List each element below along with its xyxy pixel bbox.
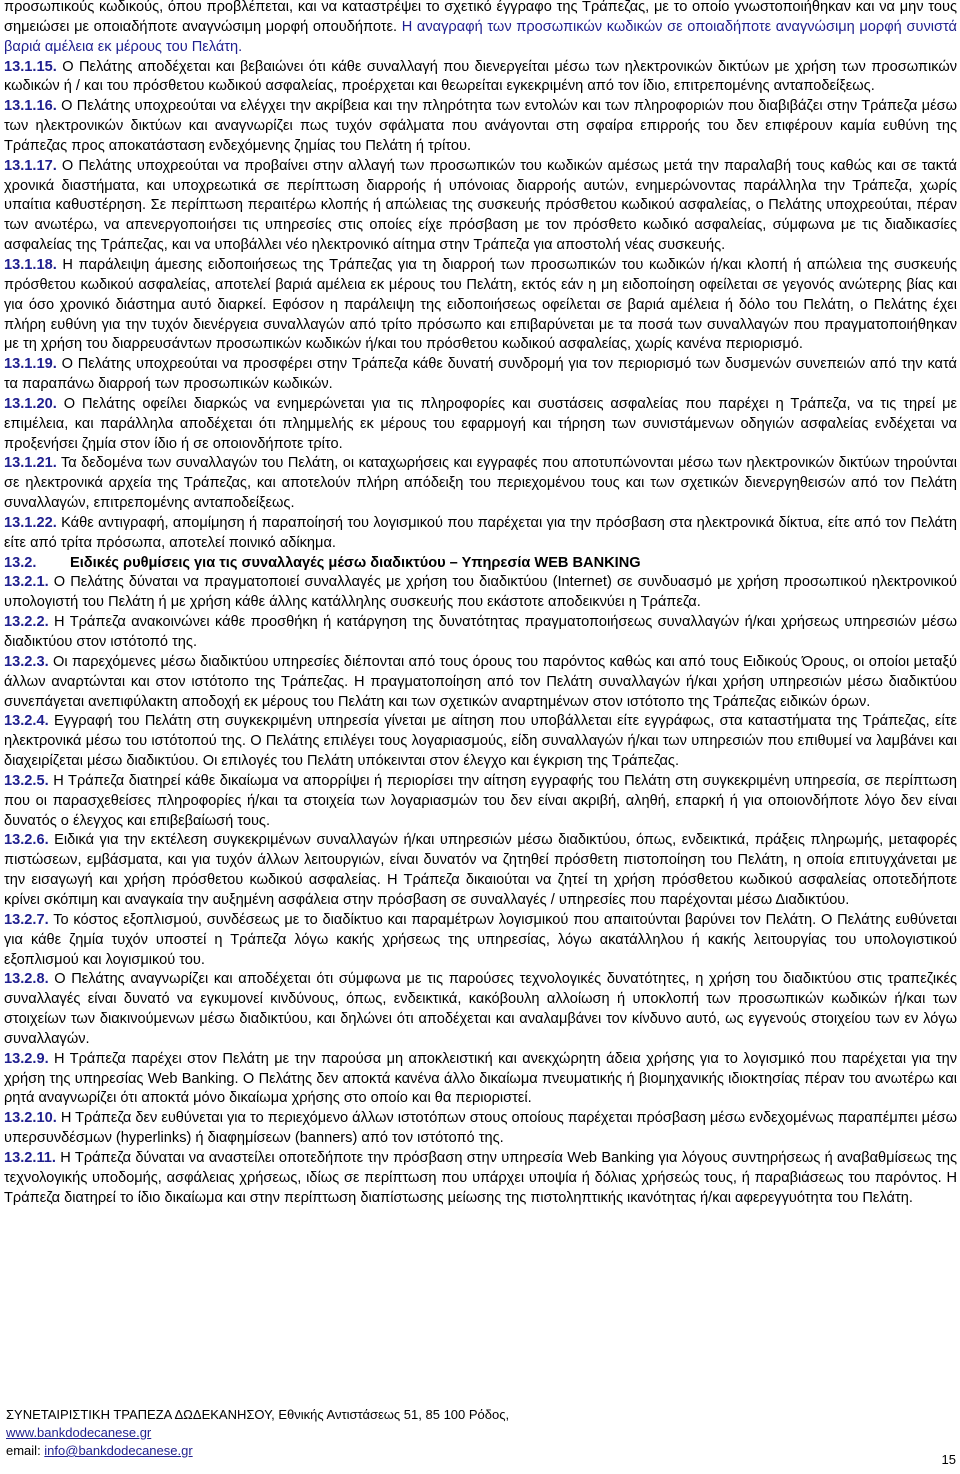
clause-number: 13.2.5. (4, 772, 49, 789)
clause-number: 13.2.9. (4, 1050, 49, 1067)
clause-paragraph (4, 831, 957, 910)
clause-paragraph (4, 395, 957, 455)
clause-number: 13.2.7. (4, 911, 49, 928)
clause-text: Οι παρεχόμενες μέσω διαδικτύου υπηρεσίες διέπονται από τους όρους του παρόντος καθώς και από τους Ειδικούς Όρους, οι οποίοι μεταξύ άλλων αναρτώνται και στον ιστότοπο της Τράπεζας. Η πραγματοποίηση από τον Πελάτη συναλλαγών ή/και χρήση υπηρεσιών μέσω διαδικτύου συνεπάγεται ανεπιφύλακτη αποδοχή εκ μέρους του Πελάτη και των σχετικών αναρτημένων στον ιστότοπο της Τράπεζας ειδικών όρων. (4, 653, 957, 710)
intro-line-1: προσωπικούς κωδικούς, όπου προβλέπεται, και να καταστρέψει το σχετικό έγγραφο της Τράπεζας, με το οποίο (4, 0, 730, 15)
clause-text: Η Τράπεζα ανακοινώνει κάθε προσθήκη ή κατάργηση της δυνατότητας πραγματοποιήσεως συναλλαγών ή/και χρήσεως υπηρεσιών μέσω διαδικτύου στον ιστότοπό της. (4, 614, 957, 650)
clause-text: Κάθε αντιγραφή, απομίμηση ή παραποίησή του λογισμικού που παρέχεται για την πρόσβαση στα ηλεκτρονικά δίκτυα, είτε από τον Πελάτη είτε από τρίτα πρόσωπα, αποτελεί ποινικό αδίκημα. (4, 514, 957, 551)
clause-text: Ο Πελάτης οφείλει διαρκώς να ενημερώνεται για τις πληροφορίες και συστάσεις ασφαλείας που παρέχει η Τράπεζα, να τις τηρεί με επιμέλεια, και παράλληλα αποδέχεται ότι πλημμελής εκ μέρους του εφαρμογή και τήρηση των συνιστάμενων οδηγιών ασφαλείας ενδέχεται να προξενήσει ζημία στον ίδιο ή σε οποιονδήποτε τρίτο. (4, 395, 957, 452)
clause-paragraph (4, 97, 957, 157)
document-body (4, 0, 957, 1208)
clause-number: 13.1.20. (4, 395, 57, 412)
clause-number: 13.1.18. (4, 256, 57, 273)
clause-number: 13.1.22. (4, 514, 57, 531)
intro-paragraph (4, 0, 957, 58)
clause-paragraph (4, 911, 957, 971)
clause-paragraph (4, 573, 957, 613)
clause-text: Ο Πελάτης υποχρεούται να προβαίνει στην αλλαγή των προσωπικών του κωδικών αμέσως μετά την παραλαβή τους καθώς και σε τακτά χρονικά διαστήματα, και υποχρεωτικά σε περίπτωση διαρροής ή υπόνοιας διαρροής αυτών, ενημερώνοντας παράλληλα την Τράπεζα, χωρίς υπαίτια καθυστέρηση. Σε περίπτωση περαιτέρω κλοπής ή απώλειας της συσκευής πρόσθετου κωδικού ασφαλείας, ο Πελάτης υποχρεούται, πέραν των ανωτέρω, να απενεργοποιήσει τις υπηρεσίες στις οποίες είχε πρόσβαση με τον πρόσθετο κωδικό ασφαλείας, σύμφωνα με τις διαδικασίες ασφαλείας της Τράπεζας, και να υποβάλλει νέο ηλεκτρονικό αίτημα στην Τράπεζα για αποστολή νέας συσκευής. (4, 157, 957, 254)
clause-text: Η Τράπεζα δεν ευθύνεται για το περιεχόμενο άλλων ιστοτόπων στους οποίους παρέχεται πρόσβαση μέσω ενδεχομένως παραπέμπει μέσω υπερσυνδέσμων (hyperlinks) ή διαφημίσεων (banners) από τον ιστότοπό της. (4, 1110, 957, 1147)
clause-text: Η Τράπεζα παρέχει στον Πελάτη με την παρούσα μη αποκλειστική και ανεκχώρητη άδεια χρήσης για το λογισμικό που παρέχεται για την χρήση της υπηρεσίας Web Banking. Ο Πελάτης δεν αποκτά κανένα άλλο δικαίωμα πνευματικής ή βιομηχανικής ιδιοκτησίας πέραν του ανωτέρω και ρητά αναγνωρίζει ότι αποκτά μόνο δικαίωμα χρήσης στο οποίο και θα περιοριστεί. (4, 1050, 958, 1107)
clause-number: 13.1.15. (4, 58, 57, 75)
clause-number: 13.2.3. (4, 653, 49, 670)
clause-paragraph (4, 514, 957, 554)
clause-text: Η παράλειψη άμεσης ειδοποιήσεως της Τράπεζας για τη διαρροή των προσωπικών του κωδικών ή/και κλοπή ή απώλεια της συσκευής πρόσθετου κωδικού ασφαλείας, αποτελεί βαριά αμέλεια εκ μέρους του Πελάτη, εκτός εάν η μη ειδοποίηση οφείλεται σε γεγονός ανώτερης βίας και για όσο χρονικό διάστημα αυτό διαρκεί. Εφόσον η παράλειψη της ειδοποιήσεως οφείλεται σε βαριά αμέλεια ή δόλο του Πελάτη, ο Πελάτης έχει πλήρη ευθύνη για την τυχόν διενέργεια συναλλαγών από τρίτο πρόσωπο και επιβαρύνεται με τα ποσά των συναλλαγών που πραγματοποιήθηκαν με τη χρήση του διαρρευσάντων προσωπικών κωδικών ή/και του πρόσθετου κωδικού ασφαλείας, χωρίς κανένα περιορισμό. (4, 256, 957, 353)
section-clause-list (4, 573, 957, 1208)
footer-website-link[interactable]: www.bankdodecanese.gr (6, 1425, 152, 1440)
clause-number: 13.2.10. (4, 1110, 57, 1127)
clause-number: 13.1.19. (4, 356, 57, 373)
clause-paragraph (4, 653, 957, 713)
page-number: 15 (941, 1452, 956, 1467)
section-number: 13.2. (4, 554, 37, 571)
clause-paragraph (4, 1149, 957, 1209)
footer-email-link[interactable]: info@bankdodecanese.gr (44, 1443, 193, 1458)
footer-email-label: email: (6, 1443, 45, 1458)
clause-text: Ειδικά για την εκτέλεση συγκεκριμένων συναλλαγών ή/και υπηρεσιών μέσω διαδικτύου, όπως, ενδεικτικά, πράξεις πληρωμής, μεταφορές πιστώσεων, εμβάσματα, και για τυχόν άλλων λειτουργιών, είναι δυνατόν να ζητηθεί πρόσθετη πιστοποίηση του Πελάτη, η οποία επιτυγχάνεται με την εισαγωγή και χρήση πρόσθετου κωδικού ασφαλείας. Η Τράπεζα δικαιούται να ζητεί τη χρήση πρόσθετου κωδικού ασφαλείας οποτεδήποτε κρίνει σκόπιμη και αναγκαία την αυξημένη ασφάλεια στην πρόσβαση σε συναλλαγές / υπηρεσίες που παρέχονται μέσω Διαδικτύου. (4, 832, 957, 908)
section-title: Ειδικές ρυθμίσεις για τις συναλλαγές μέσω διαδικτύου – Υπηρεσία WEB BANKING (70, 554, 641, 571)
clause-text: Ο Πελάτης δύναται να πραγματοποιεί συναλλαγές με χρήση του διαδικτύου (Internet) σε συνδυασμό με χρήση προσωπικού ηλεκτρονικού υπολογιστή του Πελάτη ή με χρήση κάθε άλλης κατάλληλης συσκευής που εκάστοτε αποδεικνύει η Τράπεζα. (4, 574, 957, 611)
clause-paragraph (4, 1050, 957, 1110)
clause-text: Ο Πελάτης αναγνωρίζει και αποδέχεται ότι σύμφωνα με τις παρούσες τεχνολογικές δυνατότητες, η χρήση του διαδικτύου στις τραπεζικές συναλλαγές είναι δυνατό να εγκυμονεί κινδύνους, όπως, ενδεικτικά, κακόβουλη αλλοίωση ή υποκλοπή των προσωπικών κωδικών ή/και των στοιχείων των διακινούμενων μέσω διαδικτύου, και δηλώνει ότι αποδέχεται και αναλαμβάνει τον κίνδυνο αυτό, ως εγγενούς στοιχείου των εν λόγω συναλλαγών. (4, 971, 957, 1047)
clause-text: Ο Πελάτης αποδέχεται και βεβαιώνει ότι κάθε συναλλαγή που διενεργείται μέσω των ηλεκτρονικών δικτύων με χρήση των προσωπικών κωδικών ή / και του πρόσθετου κωδικού ασφαλείας, προέρχεται και θεωρείται εγκεκριμένη από τον ίδιο, επιτρεπομένης ανταποδείξεως. (4, 58, 958, 95)
clause-paragraph (4, 256, 957, 355)
clause-paragraph (4, 1109, 957, 1149)
intro-line-2: γνωστοποιήθηκαν και να μην τους σημειώσει με οποιαδήποτε αναγνώσιμη μορφή οπουδήποτε. (4, 0, 957, 35)
clause-number: 13.1.21. (4, 455, 57, 472)
clause-paragraph (4, 970, 957, 1049)
clause-paragraph (4, 772, 957, 832)
clause-paragraph (4, 454, 957, 514)
clause-text: Εγγραφή του Πελάτη στη συγκεκριμένη υπηρεσία γίνεται με αίτηση που υποβάλλεται είτε εγγράφως, στα καταστήματα της Τράπεζας, είτε ηλεκτρονικά μέσω του ιστότοπού της. Ο Πελάτης επιλέγει τους λογαριασμούς, είδη συναλλαγών ή/και των υπηρεσιών που επιθυμεί να λαμβάνει και διαχειρίζεται μέσω διαδικτύου. Οι επιλογές του Πελάτη υπόκεινται στον έλεγχο και έγκριση της Τράπεζας. (4, 713, 957, 770)
clause-number: 13.1.16. (4, 98, 57, 115)
clause-number: 13.2.8. (4, 971, 49, 988)
page-footer (6, 1406, 509, 1460)
clause-list (4, 58, 957, 554)
clause-text: Η Τράπεζα διατηρεί κάθε δικαίωμα να απορρίψει ή περιορίσει την αίτηση εγγραφής του Πελάτη στη συγκεκριμένη υπηρεσία, σε περίπτωση που οι παρασχεθείσες πληροφορίες ή/και τα στοιχεία των λογαριασμών του δεν είναι ακριβή, αληθή, επαρκή ή για οποιονδήποτε λόγο δεν είναι δυνατός ο έλεγχος και επιβεβαίωσή τους. (4, 772, 957, 829)
clause-text: Το κόστος εξοπλισμού, συνδέσεως με το διαδίκτυο και παραμέτρων λογισμικού που απαιτούνται βαρύνει τον Πελάτη. Ο Πελάτης ευθύνεται για κάθε ζημία τυχόν υποστεί η Τράπεζα λόγω κακής χρήσεως της υπηρεσίας, λόγω ακατάλληλου ή κακής λειτουργίας του υπολογιστικού εξοπλισμού και λογισμικού του. (4, 911, 957, 968)
clause-number: 13.1.17. (4, 157, 57, 174)
clause-paragraph (4, 157, 957, 256)
clause-number: 13.2.1. (4, 574, 49, 591)
clause-paragraph (4, 355, 957, 395)
clause-text: Ο Πελάτης υποχρεούται να ελέγχει την ακρίβεια και την πληρότητα των εντολών και των πληροφοριών που διαβιβάζει στην Τράπεζα μέσω των ηλεκτρονικών δικτύων και αναγνωρίζει πως τυχόν σφάλματα που ανάγονται στη σφαίρα επιρροής του δεν επιφέρουν καμία ευθύνη της Τράπεζας προς αποκατάσταση ενδεχόμενης ζημίας του Πελάτη ή τρίτου. (4, 98, 958, 154)
intro-line-2-highlight: Η αναγραφή των προσωπικών κωδικών σε οποιαδήποτε αναγνώσιμη μορφή συνιστά βαριά αμέλεια εκ μέρους του Πελάτη. (4, 18, 957, 55)
clause-number: 13.2.11. (4, 1149, 56, 1166)
section-heading (4, 554, 957, 574)
footer-company: ΣΥΝΕΤΑΙΡΙΣΤΙΚΗ ΤΡΑΠΕΖΑ ΔΩΔΕΚΑΝΗΣΟΥ, Εθνικής Αντιστάσεως 51, 85 100 Ρόδος, (6, 1407, 510, 1422)
clause-text: Η Τράπεζα δύναται να αναστείλει οποτεδήποτε την πρόσβαση στην υπηρεσία Web Banking για λόγους συντηρήσεως ή αναβαθμίσεως της τεχνολογικής υποδομής, ασφάλειας χρήσεως, ιδίως σε περίπτωση που υπάρχει υποψία ή δόλιας χρήσεώς τους, ή παραβιάσεως του παρόντος. Η Τράπεζα διατηρεί το ίδιο δικαίωμα και στην περίπτωση διαπίστωσης μείωσης της πιστοληπτικής ικανότητας ή/και αφερεγγυότητα του Πελάτη. (4, 1149, 957, 1206)
clause-number: 13.2.4. (4, 713, 49, 730)
clause-paragraph (4, 58, 957, 98)
clause-paragraph (4, 613, 957, 653)
clause-number: 13.2.6. (4, 832, 49, 849)
clause-number: 13.2.2. (4, 614, 49, 631)
clause-text: Τα δεδομένα των συναλλαγών του Πελάτη, οι καταχωρήσεις και εγγραφές που αποτυπώνονται μέσω των ηλεκτρονικών δικτύων τηρούνται σε ηλεκτρονικά αρχεία της Τράπεζας, και αποτελούν πλήρη απόδειξη του περιεχομένου τους και των σχετικών διενεργηθεισών από τον Πελάτη συναλλαγών, επιτρεπομένης ανταποδείξεως. (4, 455, 957, 512)
clause-text: Ο Πελάτης υποχρεούται να προσφέρει στην Τράπεζα κάθε δυνατή συνδρομή για τον περιορισμό των δυσμενών συνεπειών από την κατά τα παραπάνω διαρροή των προσωπικών κωδικών. (4, 356, 957, 393)
clause-paragraph (4, 712, 957, 772)
